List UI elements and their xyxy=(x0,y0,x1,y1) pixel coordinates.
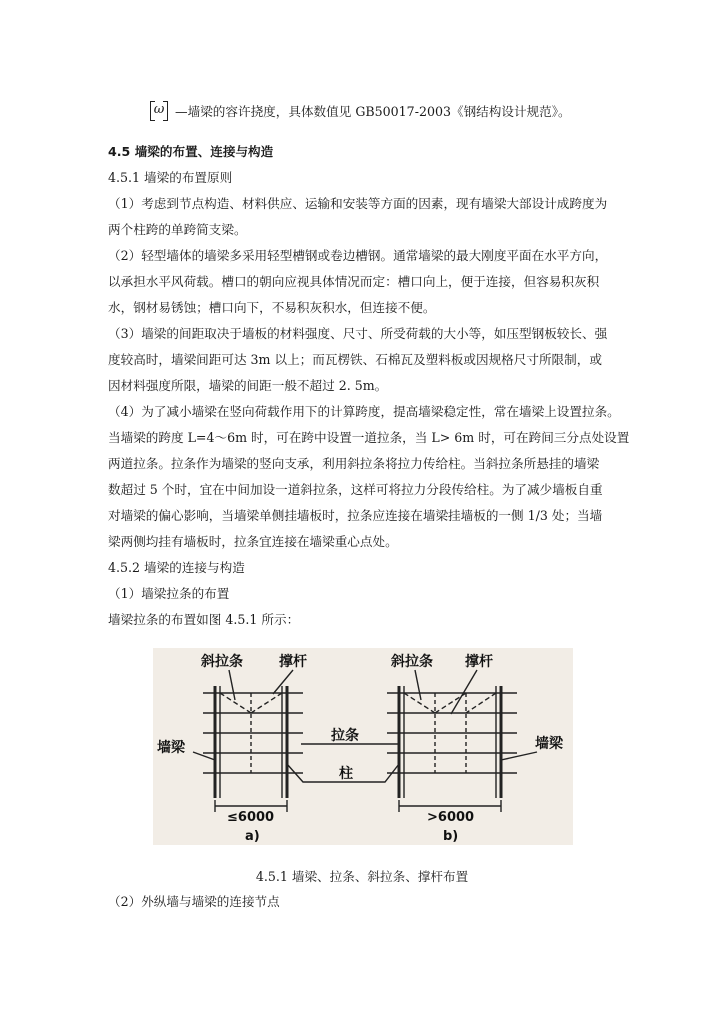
paragraph-line: （4）为了减小墙梁在竖向荷载作用下的计算跨度，提高墙梁稳定性，常在墙梁上设置拉条。 xyxy=(108,404,620,419)
omega-symbol: ω xyxy=(150,100,168,120)
subfig-a-label: a) xyxy=(245,829,260,844)
paragraph-line: 度较高时，墙梁间距可达 3m 以上；而瓦楞铁、石棉瓦及塑料板或因规格尺寸所限制，或 xyxy=(108,352,602,367)
item-1-heading: （1）墙梁拉条的布置 xyxy=(108,586,230,601)
paragraph-line: （1）考虑到节点构造、材料供应、运输和安装等方面的因素，现有墙梁大部设计成跨度为 xyxy=(108,196,608,211)
paragraph-line: 对墙梁的偏心影响，当墙梁单侧挂墙板时，拉条应连接在墙梁挂墙板的一侧 1/3 处；当墙 xyxy=(108,508,603,523)
diag-tie-b-right xyxy=(466,693,496,713)
figure-caption: 4.5.1 墙梁、拉条、斜拉条、撑杆布置 xyxy=(255,869,469,884)
girt-tie-layout-figure xyxy=(153,648,573,845)
label-strut-b: 撑杆 xyxy=(465,654,493,670)
label-diag-tie-b: 斜拉条 xyxy=(391,654,433,670)
label-girt-right: 墙梁 xyxy=(535,736,563,752)
figure-intro: 墙梁拉条的布置如图 4.5.1 所示： xyxy=(108,612,300,627)
diag-tie-a-right xyxy=(251,693,282,713)
subsection-4-5-2: 4.5.2 墙梁的连接与构造 xyxy=(108,560,245,575)
subfig-b-label: b) xyxy=(443,829,459,844)
subsection-4-5-1: 4.5.1 墙梁的布置原则 xyxy=(108,170,233,185)
span-a-label: ≤6000 xyxy=(227,810,275,825)
span-b-label: >6000 xyxy=(427,810,475,825)
leader-diag-a xyxy=(229,670,235,700)
paragraph-line: （3）墙梁的间距取决于墙板的材料强度、尺寸、所受荷载的大小等，如压型钢板较长、强 xyxy=(108,326,608,341)
label-tie: 拉条 xyxy=(331,728,359,744)
paragraph-line: 当墙梁的跨度 L=4～6m 时，可在跨中设置一道拉条，当 L> 6m 时，可在跨间三分点处设置 xyxy=(108,430,630,445)
paragraph-line: 两道拉条。拉条作为墙梁的竖向支承，利用斜拉条将拉力传给柱。当斜拉条所悬挂的墙梁 xyxy=(108,456,600,471)
paragraph-line: （2）轻型墙体的墙梁多采用轻型槽钢或卷边槽钢。通常墙梁的最大刚度平面在水平方向， xyxy=(108,248,608,263)
label-column: 柱 xyxy=(339,766,353,782)
label-girt-left: 墙梁 xyxy=(157,740,185,756)
paragraph-line: 以承担水平风荷载。槽口的朝向应视具体情况而定：槽口向上，便于连接，但容易积灰积 xyxy=(108,274,600,289)
leader-strut-b xyxy=(451,670,477,714)
paragraph-line: 水，钢材易锈蚀；槽口向下，不易积灰积水，但连接不便。 xyxy=(108,300,436,315)
leader-diag-b xyxy=(415,670,421,700)
section-heading: 4.5 墙梁的布置、连接与构造 xyxy=(108,144,274,159)
omega-description: —墙梁的容许挠度，具体数值见 GB50017-2003《钢结构设计规范》。 xyxy=(175,104,571,119)
paragraph-line: 因材料强度所限，墙梁的间距一般不超过 2. 5m。 xyxy=(108,378,388,393)
label-strut-a: 撑杆 xyxy=(279,654,307,670)
leader-strut-a xyxy=(273,670,293,694)
paragraph-line: 梁两侧均挂有墙板时，拉条宜连接在墙梁重心点处。 xyxy=(108,534,398,549)
label-diag-tie-a: 斜拉条 xyxy=(201,654,243,670)
paragraph-line: 两个柱跨的单跨简支梁。 xyxy=(108,222,247,237)
diag-tie-a-left xyxy=(220,693,251,713)
item-2-heading: （2）外纵墙与墙梁的连接节点 xyxy=(108,894,280,909)
paragraph-line: 数超过 5 个时，宜在中间加设一道斜拉条，这样可将拉力分段传给柱。为了减少墙板自重 xyxy=(108,482,603,497)
